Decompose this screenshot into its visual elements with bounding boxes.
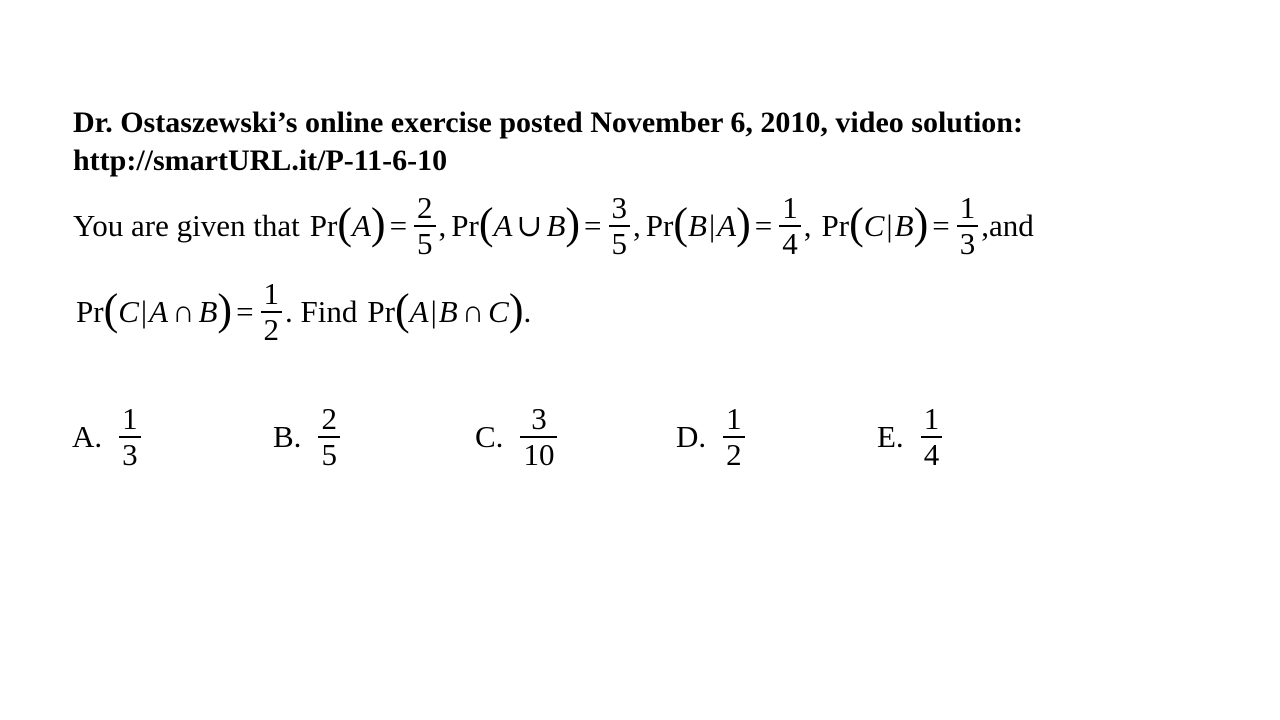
choice-a-fraction: $\frac{1}{3}$ (119, 402, 141, 472)
choice-c: C. $\frac{3}{10}$ (475, 395, 560, 479)
find-text: . Find (285, 294, 358, 329)
choice-b-fraction: $\frac{2}{5}$ (318, 402, 340, 472)
problem-line-1: You are given that Pr ( A ) = $\frac{2}{5}$ , Pr ( A ∪ B ) = $\frac{3}{5}$ , Pr ( B | A ) = $\frac{1}{4}$ , Pr ( C | B ) = $\frac{1}{3}$ , and (73, 190, 1034, 261)
choice-e: E. $\frac{1}{4}$ (877, 395, 945, 479)
answer-choices (0, 395, 1280, 485)
choice-d-fraction: $\frac{1}{2}$ (723, 402, 745, 472)
choice-a: A. $\frac{1}{3}$ (72, 395, 144, 479)
choice-c-fraction: $\frac{3}{10}$ (520, 402, 557, 472)
choice-d: D. $\frac{1}{2}$ (676, 395, 748, 479)
choice-b: B. $\frac{2}{5}$ (273, 395, 343, 479)
header-url: http://smartURL.it/P-11-6-10 (73, 144, 448, 177)
fraction-pr-a: $\frac{2}{5}$ (414, 191, 436, 261)
fraction-pr-b-given-a: $\frac{1}{4}$ (779, 191, 801, 261)
and-text: and (988, 208, 1034, 243)
problem-intro: You are given that (73, 208, 300, 243)
fraction-pr-c-given-b: $\frac{1}{3}$ (957, 191, 979, 261)
pr-label: Pr (309, 208, 338, 243)
header-title: Dr. Ostaszewski’s online exercise posted November 6, 2010, video solution: (73, 106, 1023, 139)
problem-line-2: Pr ( C | A ∩ B ) = $\frac{1}{2}$ . Find Pr ( A | B ∩ C ) . (76, 276, 532, 347)
fraction-pr-a-union-b: $\frac{3}{5}$ (609, 191, 631, 261)
fraction-pr-c-given-a-and-b: $\frac{1}{2}$ (261, 277, 283, 347)
exercise-header (73, 104, 1023, 180)
choice-e-fraction: $\frac{1}{4}$ (921, 402, 943, 472)
